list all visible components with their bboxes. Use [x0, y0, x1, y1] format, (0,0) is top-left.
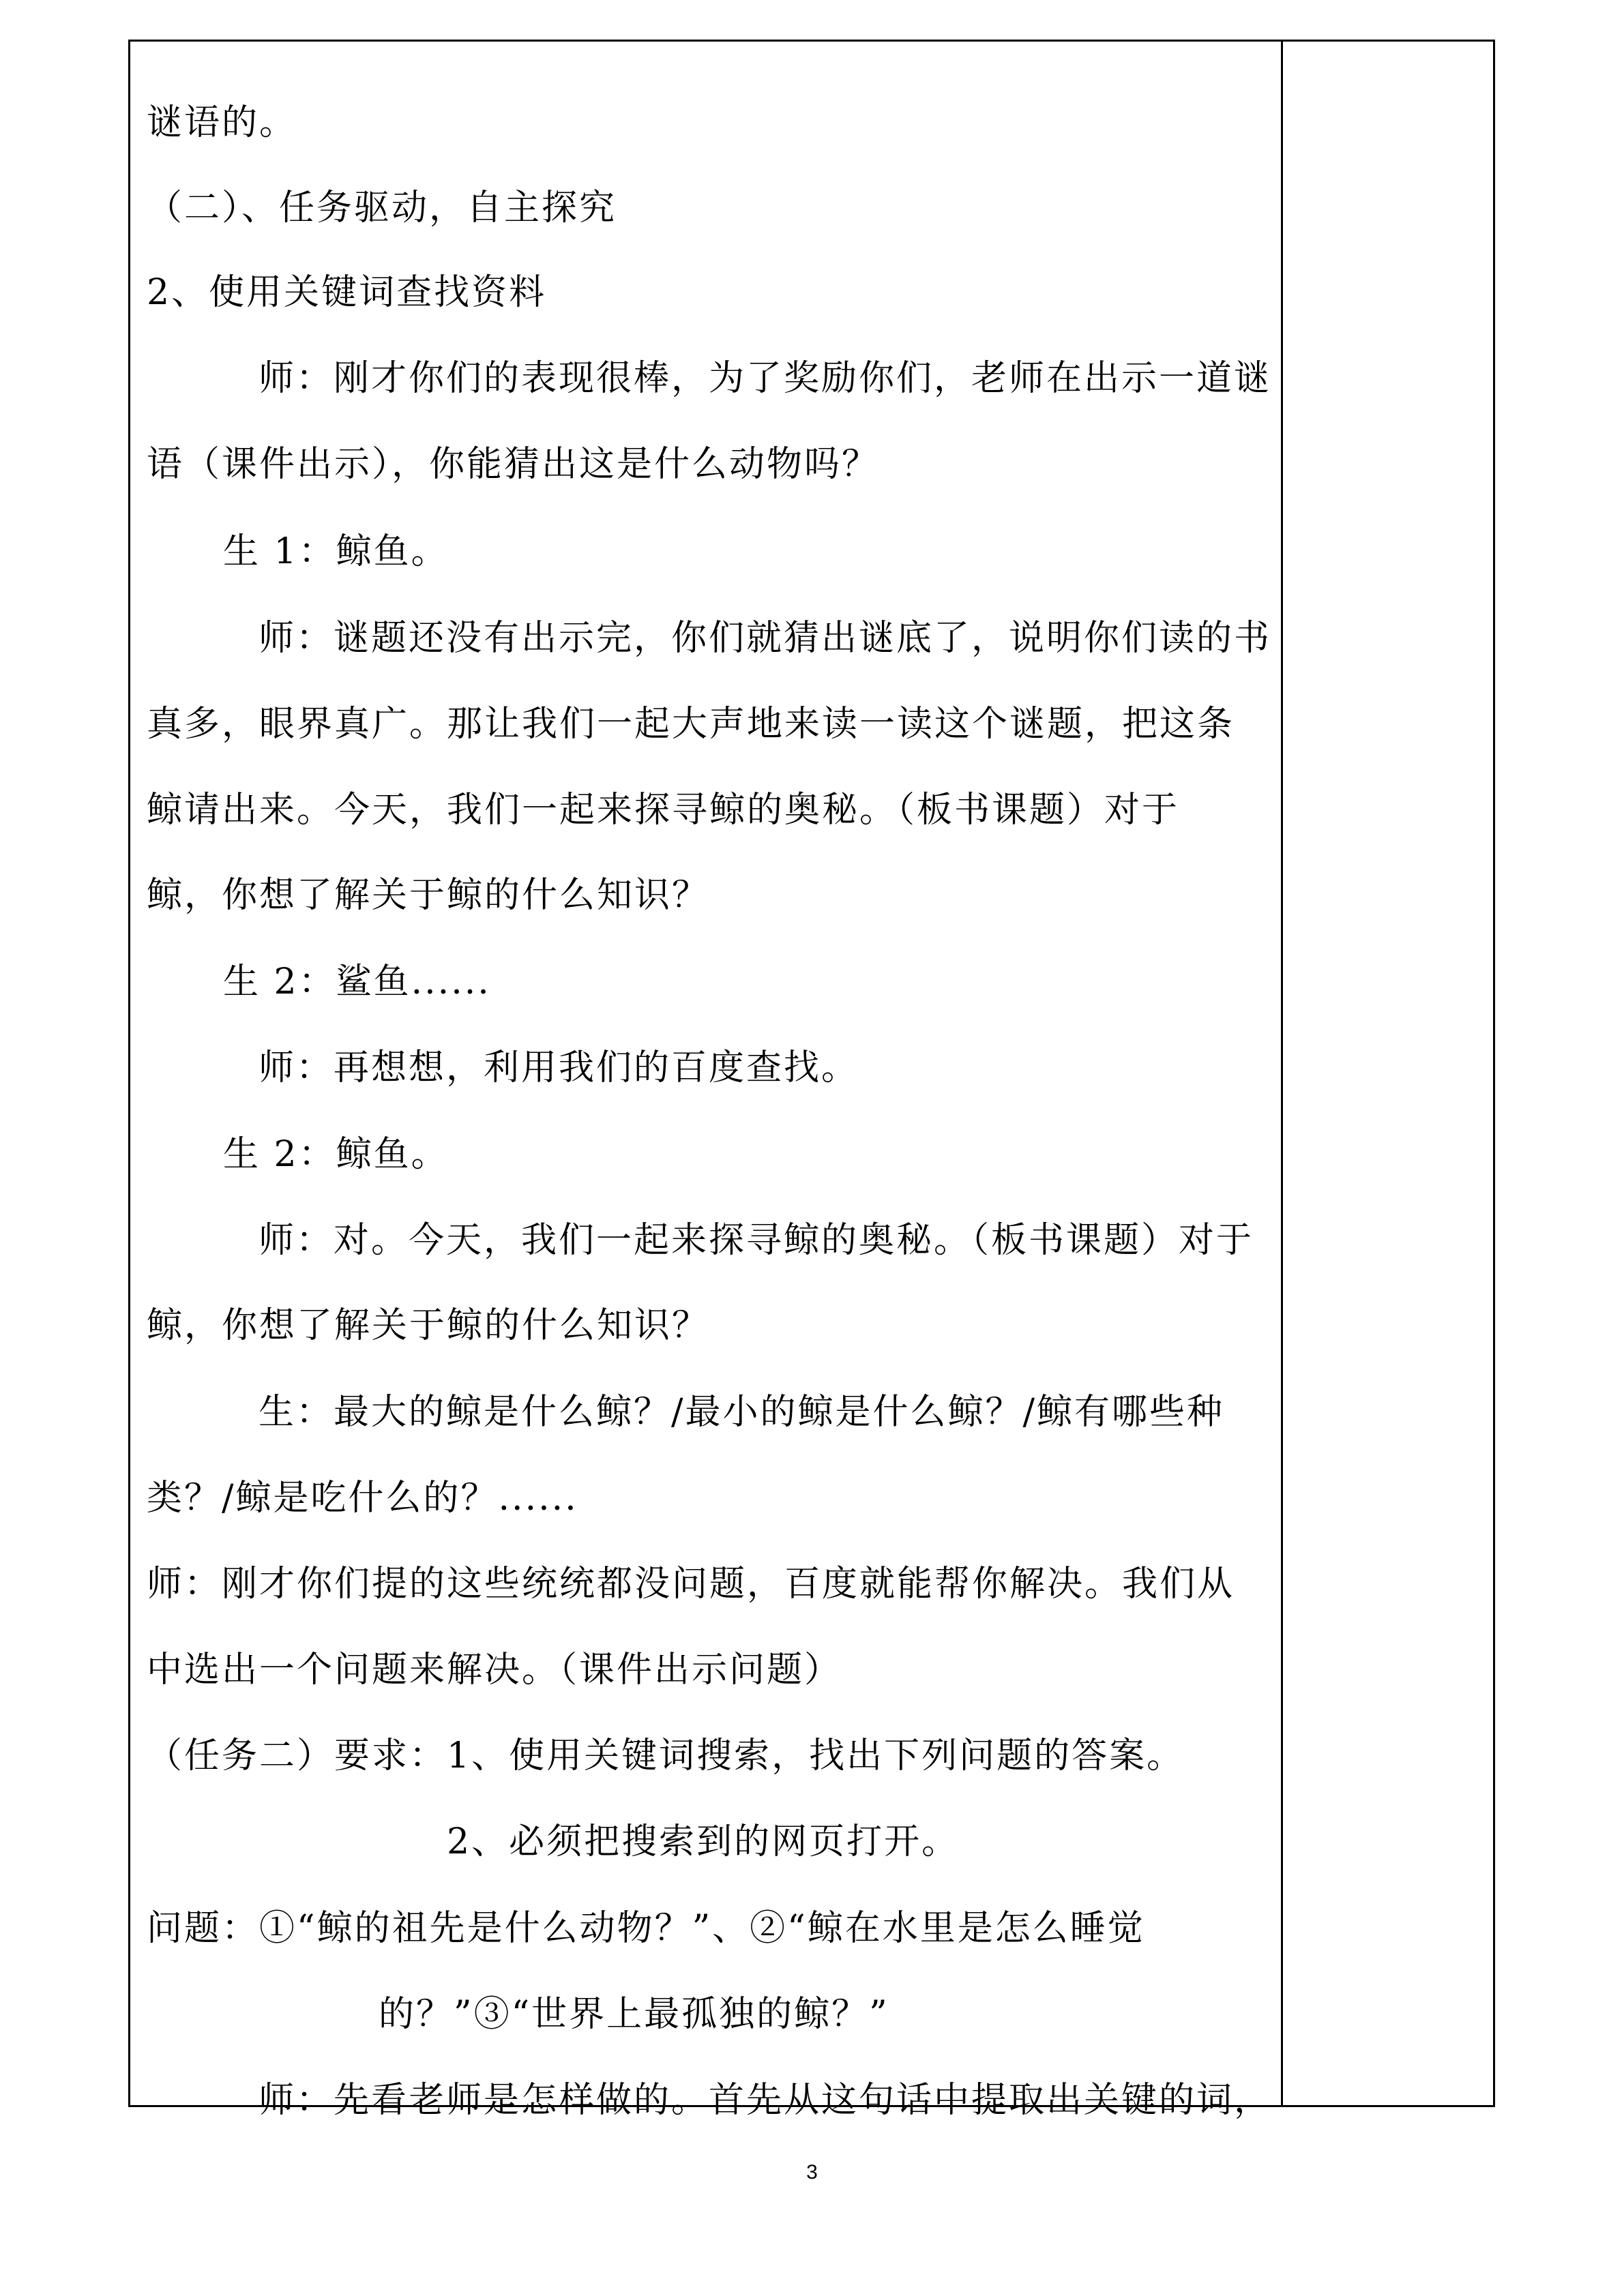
text-line: 鲸请出来。今天，我们一起来探寻鲸的奥秘。（板书课题）对于	[147, 790, 1180, 831]
text-line: 师：对。今天，我们一起来探寻鲸的奥秘。（板书课题）对于	[259, 1220, 1254, 1261]
text-line: 生 2：鲸鱼。	[223, 1134, 449, 1175]
text-line: 鲸，你想了解关于鲸的什么知识？	[147, 875, 710, 916]
text-line: 真多，眼界真广。那让我们一起大声地来读一读这个谜题，把这条	[147, 704, 1235, 745]
text-line: 中选出一个问题来解决。（课件出示问题）	[147, 1650, 842, 1690]
text-line: （任务二）要求：1、使用关键词搜索，找出下列问题的答案。	[147, 1735, 1185, 1776]
column-divider	[1281, 42, 1283, 2105]
text-line: 师：先看老师是怎样做的。首先从这句话中提取出关键的词，	[259, 2080, 1272, 2121]
lesson-content-cell	[130, 42, 1281, 2121]
section-heading: （二）、任务驱动，自主探究	[147, 188, 617, 228]
text-line: 语（课件出示），你能猜出这是什么动物吗？	[147, 444, 880, 485]
text-line: 师：再想想，利用我们的百度查找。	[259, 1047, 859, 1088]
text-line: 师：刚才你们提的这些统统都没问题，百度就能帮你解决。我们从	[147, 1564, 1235, 1605]
text-line: 谜语的。	[147, 102, 297, 143]
subsection-heading: 2、使用关键词查找资料	[147, 272, 547, 313]
text-line: 类？/鲸是吃什么的？......	[147, 1478, 578, 1519]
text-line: 师：谜题还没有出示完，你们就猜出谜底了，说明你们读的书	[259, 618, 1272, 659]
page-number: 3	[806, 2161, 818, 2183]
text-line: 2、必须把搜索到的网页打开。	[447, 1821, 960, 1862]
text-line: 生 1：鲸鱼。	[223, 531, 449, 572]
text-line: 鲸，你想了解关于鲸的什么知识？	[147, 1305, 710, 1346]
text-line: 的？”③“世界上最孤独的鲸？”	[379, 1994, 889, 2035]
lesson-table	[128, 40, 1495, 2121]
text-line: 生 2：鲨鱼......	[223, 961, 491, 1002]
text-line: 问题：①“鲸的祖先是什么动物？”、②“鲸在水里是怎么睡觉	[147, 1908, 1145, 1949]
text-line: 师：刚才你们的表现很棒，为了奖励你们，老师在出示一道谜	[259, 358, 1272, 399]
text-line: 生：最大的鲸是什么鲸？/最小的鲸是什么鲸？/鲸有哪些种	[259, 1392, 1225, 1433]
